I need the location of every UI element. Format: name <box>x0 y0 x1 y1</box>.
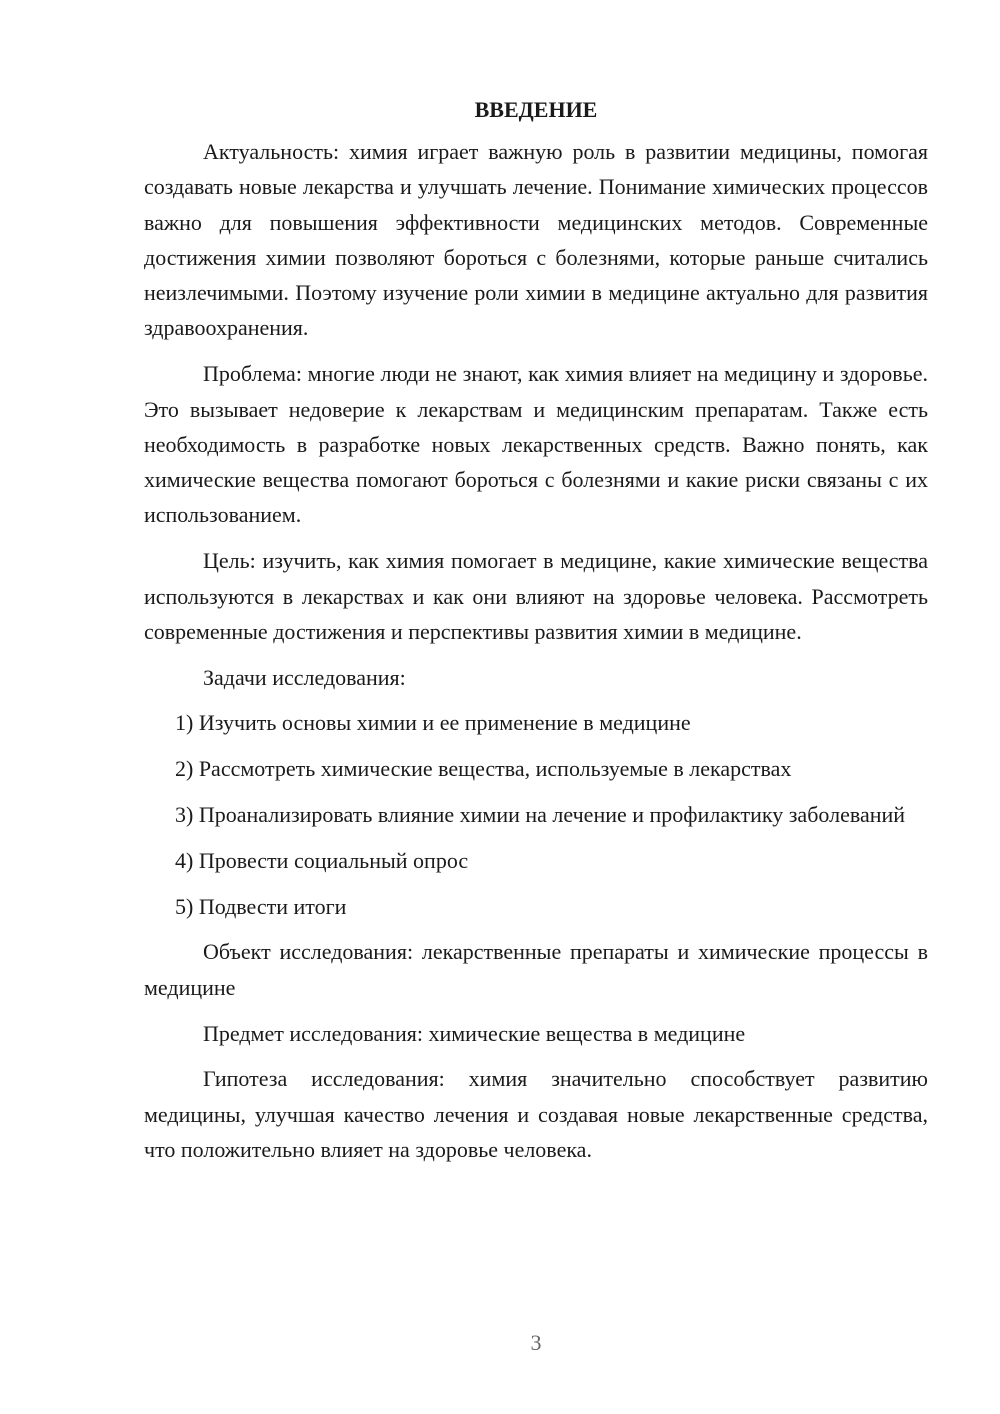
task-item-4: 4) Провести социальный опрос <box>175 847 469 873</box>
subject-paragraph: Предмет исследования: химические вещества в медицине <box>203 1020 746 1046</box>
problem-paragraph: Проблема: многие люди не знают, как химия влияет на медицину и здоровье. Это вызывает недоверие к лекарствам и медицинским препаратам. Также есть необходимость в разработке новых лекарственных средств. Важно понять, как химические вещества помогают бороться с болезнями и какие риски связаны с их использованием. <box>144 361 928 528</box>
goal-paragraph: Цель: изучить, как химия помогает в медицине, какие химические вещества используются в лекарствах и как они влияют на здоровье человека. Рассмотреть современные достижения и перспективы развития химии в медицине. <box>144 548 928 644</box>
object-paragraph: Объект исследования: лекарственные препараты и химические процессы в медицине <box>144 939 928 1000</box>
page-content <box>144 92 928 1178</box>
relevance-paragraph: Актуальность: химия играет важную роль в развитии медицины, помогая создавать новые лекарства и улучшать лечение. Понимание химических процессов важно для повышения эффективности медицинских методов. Современные достижения химии позволяют бороться с болезнями, которые раньше считались неизлечимыми. Поэтому изучение роли химии в медицине актуально для развития здравоохранения. <box>144 139 928 341</box>
task-item-1: 1) Изучить основы химии и ее применение в медицине <box>175 710 691 736</box>
tasks-list <box>144 705 928 923</box>
task-item-2: 2) Рассмотреть химические вещества, используемые в лекарствах <box>175 756 792 782</box>
section-title: ВВЕДЕНИЕ <box>474 97 598 122</box>
page-number: 3 <box>530 1330 542 1355</box>
hypothesis-paragraph: Гипотеза исследования: химия значительно способствует развитию медицины, улучшая качество лечения и создавая новые лекарственные средства, что положительно влияет на здоровье человека. <box>144 1066 928 1162</box>
tasks-heading: Задачи исследования: <box>203 664 406 690</box>
task-item-3: 3) Проанализировать влияние химии на лечение и профилактику заболеваний <box>175 802 906 828</box>
task-item-5: 5) Подвести итоги <box>175 893 347 919</box>
